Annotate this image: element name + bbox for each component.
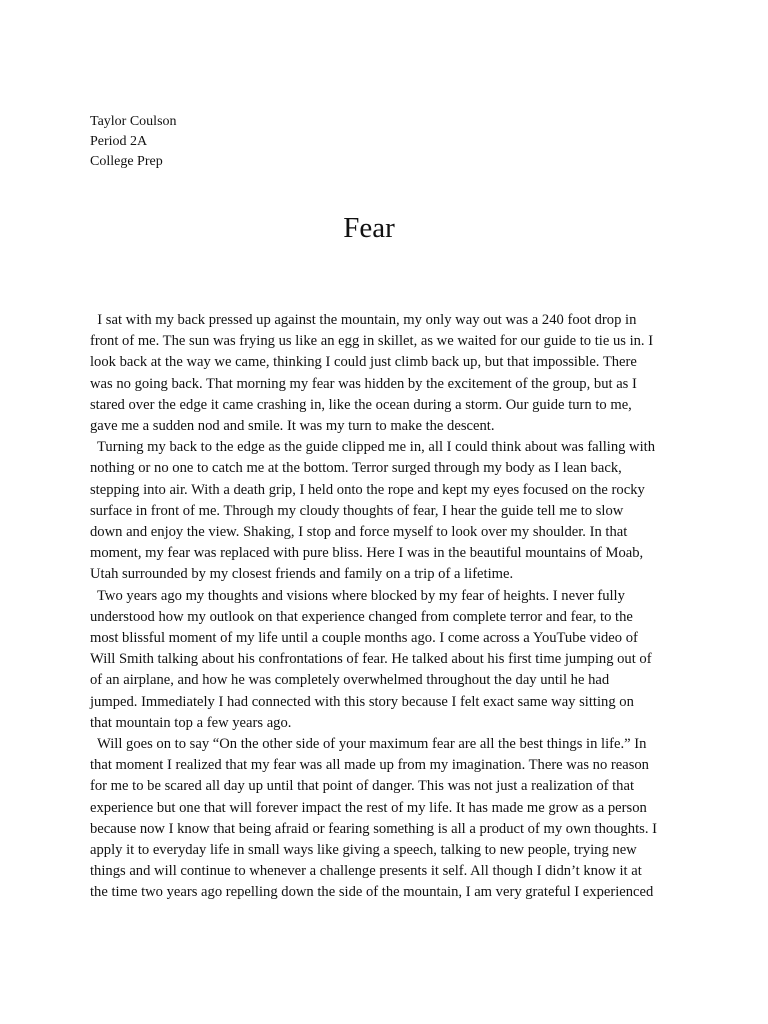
- essay-body: [90, 310, 690, 904]
- essay-line: because now I know that being afraid or fearing something is all a product of my own thoughts. I: [90, 820, 657, 837]
- essay-line: that mountain top a few years ago.: [90, 714, 292, 731]
- essay-line: jumped. Immediately I had connected with this story because I felt exact same way sitting on: [90, 693, 634, 710]
- essay-line: Utah surrounded by my closest friends and family on a trip of a lifetime.: [90, 566, 514, 583]
- essay-line: I sat with my back pressed up against the mountain, my only way out was a 240 foot drop in: [90, 312, 637, 328]
- essay-line: front of me. The sun was frying us like an egg in skillet, as we waited for our guide to tie us in. I: [90, 333, 654, 350]
- student-header: [90, 112, 177, 172]
- essay-line: things and will continue to whenever a challenge presents it self. All though I didn’t know it at: [90, 863, 642, 880]
- essay-line: most blissful moment of my life until a couple months ago. I come across a YouTube video of: [90, 630, 638, 647]
- course-name: College Prep: [90, 154, 163, 169]
- essay-line: nothing or no one to catch me at the bottom. Terror surged through my body as I lean back,: [90, 460, 622, 477]
- essay-line: for me to be scared all day up until that point of danger. This was not just a realization of that: [90, 778, 635, 795]
- student-name: Taylor Coulson: [90, 114, 177, 129]
- essay-line: surface in front of me. Through my cloudy thoughts of fear, I hear the guide tell me to slow: [90, 502, 624, 519]
- essay-line: moment, my fear was replaced with pure bliss. Here I was in the beautiful mountains of Moab,: [90, 545, 644, 562]
- essay-line: apply it to everyday life in small ways like giving a speech, talking to new people, trying new: [90, 842, 637, 859]
- essay-line: stepping into air. With a death grip, I held onto the rope and kept my eyes focused on the rocky: [90, 481, 645, 498]
- essay-line: that moment I realized that my fear was all made up from my imagination. There was no reason: [90, 757, 649, 774]
- essay-line: of an airplane, and how he was completely overwhelmed throughout the day until he had: [90, 672, 610, 689]
- essay-line: experience but one that will forever impact the rest of my life. It has made me grow as a person: [90, 799, 647, 816]
- essay-line: stared over the edge it came crashing in, like the ocean during a storm. Our guide turn to me,: [90, 396, 632, 413]
- essay-line: Two years ago my thoughts and visions where blocked by my fear of heights. I never fully: [90, 587, 625, 604]
- essay-line: Turning my back to the edge as the guide clipped me in, all I could think about was falling with: [90, 439, 656, 456]
- class-period: Period 2A: [90, 134, 148, 149]
- essay-line: look back at the way we came, thinking I could just climb back up, but that impossible. There: [90, 354, 637, 371]
- essay-line: Will goes on to say “On the other side of your maximum fear are all the best things in life.” In: [90, 736, 647, 753]
- essay-line: down and enjoy the view. Shaking, I stop and force myself to look over my shoulder. In that: [90, 524, 628, 541]
- essay-line: gave me a sudden nod and smile. It was my turn to make the descent.: [90, 418, 495, 435]
- essay-line: understood how my outlook on that experience changed from complete terror and fear, to the: [90, 608, 633, 625]
- essay-title: Fear: [343, 212, 395, 244]
- essay-line: was no going back. That morning my fear was hidden by the excitement of the group, but as I: [90, 375, 637, 392]
- essay-line: the time two years ago repelling down the side of the mountain, I am very grateful I experienced: [90, 884, 654, 901]
- essay-line: Will Smith talking about his confrontations of fear. He talked about his first time jumping out of: [90, 651, 652, 668]
